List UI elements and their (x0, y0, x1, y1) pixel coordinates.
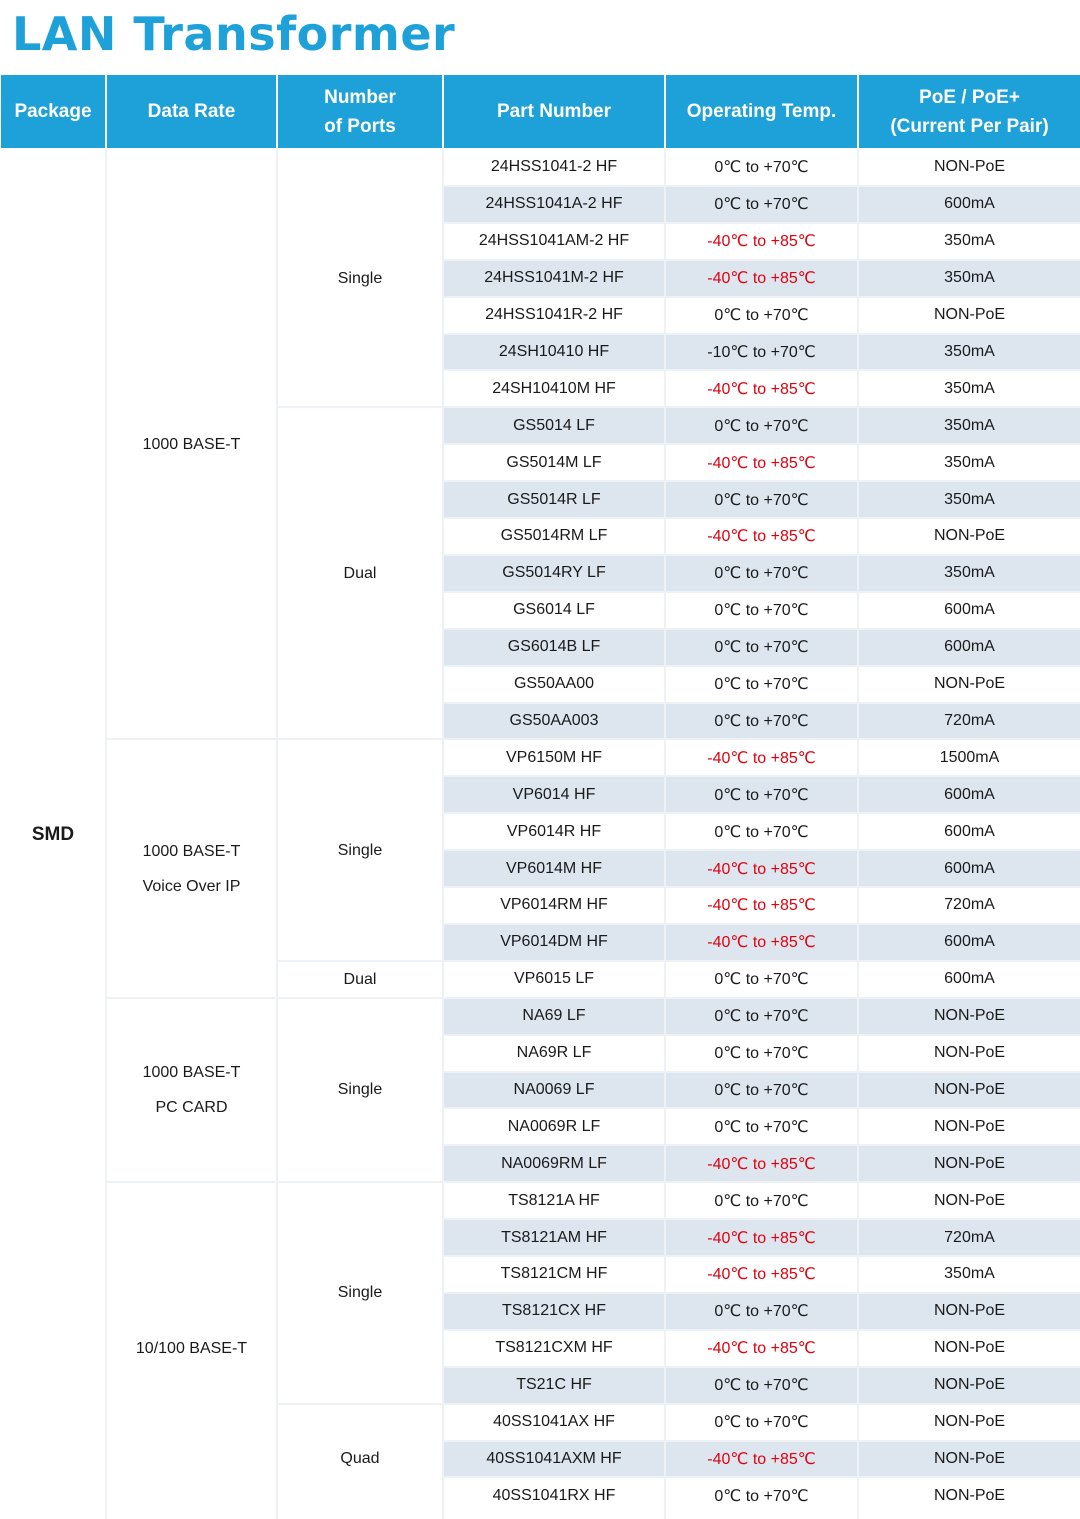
part-number-cell: GS6014 LF (513, 601, 595, 619)
part-number-cell: GS5014R LF (507, 490, 601, 508)
table-header (0, 74, 1080, 149)
poe-cell: 350mA (944, 564, 995, 582)
ports-cell (278, 998, 442, 1183)
part-number-cell: 24SH10410M HF (492, 379, 616, 397)
operating-temp-cell: -40℃ to +85℃ (707, 1340, 816, 1358)
table-row (444, 739, 1080, 776)
part-number-cell: NA0069RM LF (501, 1154, 607, 1172)
table-row (444, 370, 1080, 407)
data-rate-cell (107, 998, 276, 1183)
table-row (444, 1145, 1080, 1182)
poe-cell: 600mA (944, 822, 995, 840)
operating-temp-cell: 0℃ to +70℃ (714, 417, 809, 435)
part-number-cell: 24HSS1041R-2 HF (485, 306, 623, 324)
table-row (444, 1219, 1080, 1256)
poe-cell: 720mA (944, 896, 995, 914)
operating-temp-cell: 0℃ to +70℃ (714, 1192, 809, 1210)
poe-cell: 600mA (944, 601, 995, 619)
poe-cell: NON-PoE (933, 1376, 1006, 1394)
part-number-cell: TS21C HF (516, 1376, 592, 1394)
part-number-cell: VP6014RM HF (500, 896, 608, 914)
poe-cell: NON-PoE (933, 527, 1006, 545)
part-number-cell: 24HSS1041M-2 HF (484, 269, 624, 287)
table-row (444, 1256, 1080, 1293)
part-number-cell: GS5014RM LF (500, 527, 608, 545)
table-row (444, 481, 1080, 518)
operating-temp-cell: 0℃ to +70℃ (714, 1118, 809, 1136)
operating-temp-cell: -40℃ to +85℃ (707, 380, 816, 398)
operating-temp-cell: 0℃ to +70℃ (714, 639, 809, 657)
table-row (444, 887, 1080, 924)
data-rate-cell (107, 149, 276, 739)
poe-cell: 720mA (944, 711, 995, 729)
poe-cell: 1500mA (939, 748, 1000, 766)
part-number-cell: TS8121CX HF (501, 1302, 607, 1320)
table-row (444, 1330, 1080, 1367)
table-row (444, 629, 1080, 666)
part-number-cell: NA69 LF (522, 1007, 586, 1025)
poe-cell: NON-PoE (933, 1044, 1006, 1062)
ports-cell (278, 961, 442, 998)
operating-temp-cell: 0℃ to +70℃ (714, 712, 809, 730)
table-row (444, 961, 1080, 998)
operating-temp-cell: 0℃ to +70℃ (714, 1487, 809, 1505)
operating-temp-cell: -40℃ to +85℃ (707, 1266, 816, 1284)
data-rate-label: 1000 BASE-T (142, 842, 241, 860)
part-number-cell: TS8121A HF (508, 1191, 600, 1209)
operating-temp-cell: -40℃ to +85℃ (707, 1155, 816, 1173)
table-row (444, 223, 1080, 260)
part-number-cell: GS6014B LF (507, 638, 601, 656)
part-number-cell: TS8121CM HF (500, 1265, 608, 1283)
header-package: Package (1, 75, 105, 148)
poe-cell: NON-PoE (933, 158, 1006, 176)
table-row (444, 186, 1080, 223)
operating-temp-cell: 0℃ to +70℃ (714, 786, 809, 804)
poe-cell: 600mA (944, 195, 995, 213)
part-number-cell: NA0069R LF (507, 1117, 601, 1135)
table-row (444, 555, 1080, 592)
table-row (444, 444, 1080, 481)
operating-temp-cell: -40℃ to +85℃ (707, 528, 816, 546)
part-number-cell: TS8121AM HF (501, 1228, 607, 1246)
part-number-cell: TS8121CXM HF (495, 1339, 613, 1357)
table-row (444, 297, 1080, 334)
table-row (444, 924, 1080, 961)
operating-temp-cell: 0℃ to +70℃ (714, 971, 809, 989)
ports-cell (278, 407, 442, 739)
operating-temp-cell: 0℃ to +70℃ (714, 159, 809, 177)
ports-label: Dual (343, 970, 377, 988)
operating-temp-cell: -10℃ to +70℃ (707, 343, 816, 361)
operating-temp-cell: 0℃ to +70℃ (714, 1414, 809, 1432)
ports-label: Single (337, 841, 383, 859)
table-row (444, 149, 1080, 186)
poe-cell: NON-PoE (933, 1339, 1006, 1357)
part-number-cell: VP6015 LF (513, 970, 595, 988)
poe-cell: NON-PoE (933, 1007, 1006, 1025)
part-number-cell: 24HSS1041-2 HF (490, 158, 618, 176)
table-row (444, 776, 1080, 813)
operating-temp-cell: 0℃ to +70℃ (714, 196, 809, 214)
data-rate-label: 1000 BASE-T (142, 1063, 241, 1081)
data-rate-cell (107, 1182, 276, 1514)
part-number-cell: NA0069 LF (513, 1080, 595, 1098)
header-number-of-ports: Number of Ports (278, 75, 442, 148)
ports-cell (278, 1182, 442, 1403)
table-row (444, 592, 1080, 629)
part-number-cell: GS5014RY LF (502, 564, 606, 582)
part-number-cell: VP6014 HF (512, 785, 596, 803)
poe-cell: 350mA (944, 342, 995, 360)
table-row (444, 703, 1080, 740)
part-number-cell: GS5014M LF (506, 453, 602, 471)
poe-cell: 350mA (944, 490, 995, 508)
operating-temp-cell: 0℃ to +70℃ (714, 823, 809, 841)
data-rate-label: PC CARD (155, 1098, 228, 1116)
poe-cell: NON-PoE (933, 675, 1006, 693)
poe-cell: 350mA (944, 453, 995, 471)
header-poe: PoE / PoE+ (Current Per Pair) (859, 75, 1080, 148)
poe-cell: 350mA (944, 232, 995, 250)
package-label: SMD (31, 823, 75, 845)
operating-temp-cell: 0℃ to +70℃ (714, 307, 809, 325)
table-row (444, 407, 1080, 444)
operating-temp-cell: -40℃ to +85℃ (707, 233, 816, 251)
operating-temp-cell: 0℃ to +70℃ (714, 491, 809, 509)
part-number-cell: GS5014 LF (513, 416, 595, 434)
part-number-cell: VP6014DM HF (500, 933, 608, 951)
operating-temp-cell: -40℃ to +85℃ (707, 860, 816, 878)
poe-cell: 600mA (944, 785, 995, 803)
data-rate-label: 10/100 BASE-T (135, 1339, 248, 1357)
table-row (444, 1035, 1080, 1072)
table-row (444, 1367, 1080, 1404)
part-number-cell: VP6150M HF (505, 748, 603, 766)
table-row (444, 518, 1080, 555)
table-row (444, 1441, 1080, 1478)
part-number-cell: NA69R LF (516, 1044, 592, 1062)
table-row (444, 260, 1080, 297)
part-number-cell: 40SS1041AXM HF (486, 1449, 622, 1467)
poe-cell: NON-PoE (933, 1302, 1006, 1320)
poe-cell: 600mA (944, 933, 995, 951)
poe-cell: 600mA (944, 859, 995, 877)
part-number-cell: VP6014M HF (505, 859, 603, 877)
page-title: LAN Transformer (12, 7, 456, 61)
operating-temp-cell: -40℃ to +85℃ (707, 1229, 816, 1247)
poe-cell: 350mA (944, 416, 995, 434)
poe-cell: NON-PoE (933, 1413, 1006, 1431)
part-number-cell: 24HSS1041AM-2 HF (478, 232, 630, 250)
operating-temp-cell: 0℃ to +70℃ (714, 1377, 809, 1395)
part-number-cell: 40SS1041AX HF (493, 1413, 615, 1431)
table-row (444, 813, 1080, 850)
ports-label: Quad (340, 1450, 380, 1468)
header-data-rate: Data Rate (107, 75, 276, 148)
header-part-number: Part Number (444, 75, 664, 148)
poe-cell: NON-PoE (933, 306, 1006, 324)
operating-temp-cell: 0℃ to +70℃ (714, 1303, 809, 1321)
package-cell (1, 149, 105, 1519)
table-row (444, 1072, 1080, 1109)
operating-temp-cell: 0℃ to +70℃ (714, 565, 809, 583)
table-row (444, 334, 1080, 371)
poe-cell: 720mA (944, 1228, 995, 1246)
operating-temp-cell: -40℃ to +85℃ (707, 934, 816, 952)
poe-cell: NON-PoE (933, 1117, 1006, 1135)
part-number-cell: 40SS1041RX HF (492, 1486, 616, 1504)
header-operating-temp: Operating Temp. (666, 75, 857, 148)
operating-temp-cell: -40℃ to +85℃ (707, 749, 816, 767)
data-rate-label: Voice Over IP (142, 877, 241, 895)
poe-cell: NON-PoE (933, 1191, 1006, 1209)
part-number-cell: 24SH10410 HF (498, 342, 610, 360)
table-row (444, 998, 1080, 1035)
ports-label: Single (337, 269, 383, 287)
operating-temp-cell: 0℃ to +70℃ (714, 1081, 809, 1099)
poe-cell: NON-PoE (933, 1486, 1006, 1504)
table-row (444, 1108, 1080, 1145)
part-number-cell: 24HSS1041A-2 HF (485, 195, 623, 213)
operating-temp-cell: 0℃ to +70℃ (714, 1008, 809, 1026)
data-rate-label: 1000 BASE-T (142, 435, 241, 453)
ports-cell (278, 1404, 442, 1515)
table-row (444, 1293, 1080, 1330)
ports-cell (278, 739, 442, 960)
table-row (444, 1477, 1080, 1514)
table-row (444, 666, 1080, 703)
operating-temp-cell: -40℃ to +85℃ (707, 1450, 816, 1468)
operating-temp-cell: 0℃ to +70℃ (714, 1045, 809, 1063)
poe-cell: NON-PoE (933, 1154, 1006, 1172)
ports-label: Single (337, 1081, 383, 1099)
operating-temp-cell: 0℃ to +70℃ (714, 602, 809, 620)
poe-cell: 600mA (944, 638, 995, 656)
ports-label: Dual (343, 564, 377, 582)
table-row (444, 1182, 1080, 1219)
ports-label: Single (337, 1284, 383, 1302)
operating-temp-cell: -40℃ to +85℃ (707, 270, 816, 288)
part-number-cell: GS50AA00 (513, 675, 595, 693)
data-rate-cell (107, 739, 276, 997)
table-row (444, 1404, 1080, 1441)
operating-temp-cell: 0℃ to +70℃ (714, 676, 809, 694)
table-row (444, 850, 1080, 887)
poe-cell: 350mA (944, 379, 995, 397)
poe-cell: 350mA (944, 1265, 995, 1283)
operating-temp-cell: -40℃ to +85℃ (707, 897, 816, 915)
ports-cell (278, 149, 442, 407)
poe-cell: 350mA (944, 269, 995, 287)
poe-cell: NON-PoE (933, 1449, 1006, 1467)
part-number-cell: VP6014R HF (506, 822, 602, 840)
poe-cell: 600mA (944, 970, 995, 988)
operating-temp-cell: -40℃ to +85℃ (707, 454, 816, 472)
part-number-cell: GS50AA003 (509, 711, 599, 729)
poe-cell: NON-PoE (933, 1080, 1006, 1098)
